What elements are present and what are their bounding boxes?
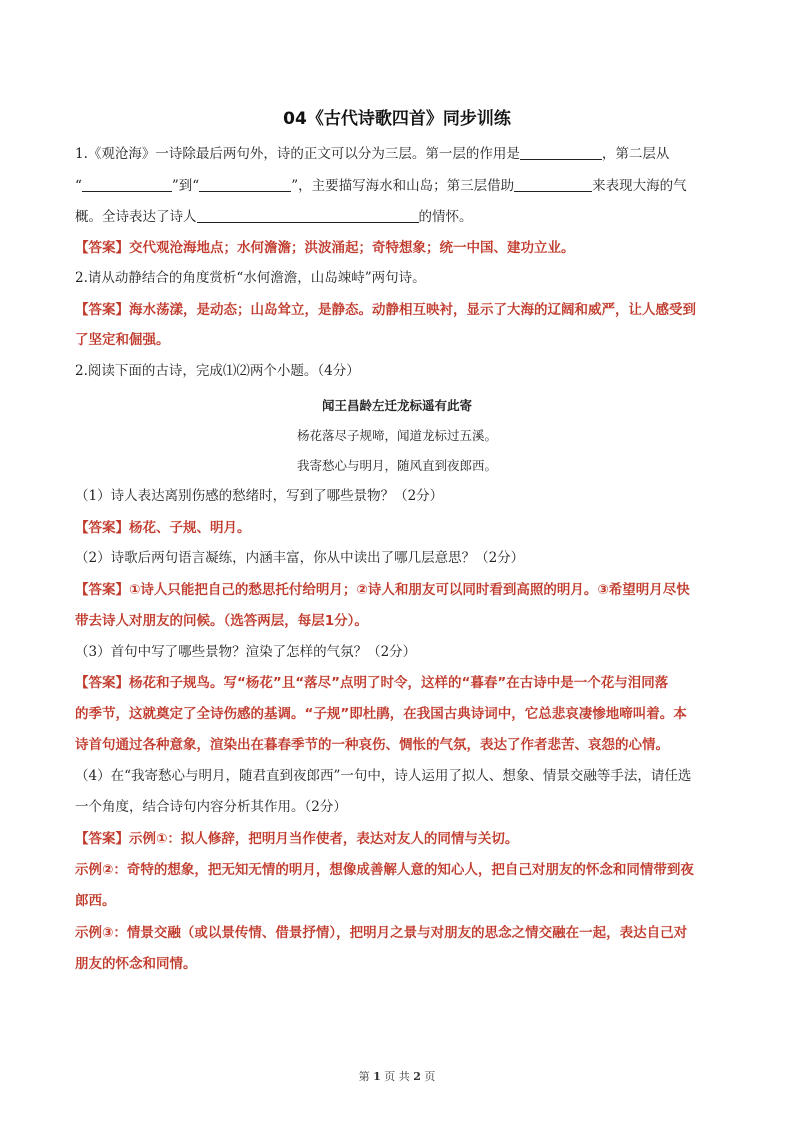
sub4-answer-ex2-line2	[75, 891, 116, 911]
answer-text: 示例②：奇特的想象，把无知无情的明月，想像成善解人意的知心人，把自己对朋友的怀念和同情带到夜	[75, 862, 694, 878]
q1-text: ”，主要描写海水和山岛；第三层借助	[291, 178, 515, 194]
answer-text: 交代观沧海地点；水何澹澹；洪波涌起；奇特想象；统一中国、建功立业。	[129, 240, 575, 256]
page-footer	[0, 1068, 794, 1084]
poem-title: 闻王昌龄左迁龙标遥有此寄	[321, 398, 472, 413]
answer-text: 海水荡漾，是动态；山岛耸立，是静态。动静相互映衬，显示了大海的辽阔和威严，让人感受到	[129, 302, 696, 318]
q1-line2	[75, 176, 687, 196]
answer-2-line1	[75, 300, 696, 320]
q1-text: 概。全诗表达了诗人	[75, 209, 197, 225]
footer-text: 页	[424, 1070, 436, 1083]
footer-text: 页 共	[384, 1070, 410, 1083]
q1-text: 1.《观沧海》一诗除最后两句外，诗的正文可以分为三层。第一层的作用是	[75, 146, 520, 162]
answer-text: 诗首句通过各种意象，渲染出在暮春季节的一种哀伤、惆怅的气氛，表达了作者悲苦、哀怨的心情。	[75, 737, 669, 753]
q1-line3	[75, 207, 473, 227]
sub4-answer-ex3-line2	[75, 954, 197, 974]
answer-text: ①诗人只能把自己的愁思托付给明月；②诗人和朋友可以同时看到高照的明月。③希望明月尽快	[129, 582, 690, 598]
sub1-answer	[75, 518, 251, 538]
answer-label: 【答案】	[75, 582, 129, 598]
sub3-question: （3）首句中写了哪些景物？渲染了怎样的气氛？（2分）	[75, 644, 417, 660]
answer-label: 【答案】	[75, 520, 129, 536]
q1-text: ，第二层从	[601, 146, 670, 162]
sub4-question-line1: （4）在“我寄愁心与明月，随君直到夜郎西”一句中，诗人运用了拟人、想象、情景交融等手法，请任选	[75, 768, 692, 784]
sub2-answer-line1	[75, 580, 690, 600]
answer-1	[75, 238, 575, 258]
answer-blank	[197, 207, 419, 223]
answer-2-line2	[75, 330, 170, 350]
q1-text: 来表现大海的气	[592, 178, 687, 194]
q1-text: ”到“	[171, 178, 200, 194]
answer-label: 【答案】	[75, 831, 129, 847]
sub3-answer-line1	[75, 673, 668, 693]
answer-text: 杨花和子规鸟。写“杨花”且“落尽”点明了时令，这样的“暮春”在古诗中是一个花与泪同落	[129, 675, 669, 691]
poem-line-2: 我寄愁心与明月，随风直到夜郎西。	[296, 458, 497, 473]
answer-text: 示例①：拟人修辞，把明月当作使者，表达对友人的同情与关切。	[129, 831, 519, 847]
sub1-question: （1）诗人表达离别伤感的愁绪时，写到了哪些景物？（2分）	[75, 488, 444, 504]
sub3-answer-line3	[75, 735, 669, 755]
poem-line-1: 杨花落尽子规啼，闻道龙标过五溪。	[296, 428, 497, 443]
q1-line1	[75, 144, 669, 164]
sub4-answer-ex2-line1	[75, 860, 694, 880]
q3-text: 2.阅读下面的古诗，完成⑴⑵两个小题。（4分）	[75, 363, 360, 379]
sub2-question: （2）诗歌后两句语言凝练，内涵丰富，你从中读出了哪几层意思？（2分）	[75, 550, 525, 566]
answer-label: 【答案】	[75, 302, 129, 318]
answer-text: 带去诗人对朋友的问候。（选答两层，每层1分）。	[75, 613, 368, 629]
sub2-answer-line2	[75, 611, 368, 631]
footer-text: 第	[358, 1070, 370, 1083]
answer-text: 杨花、子规、明月。	[129, 520, 251, 536]
q1-text: “	[75, 178, 82, 194]
current-page-number: 1	[373, 1070, 381, 1083]
sub4-answer-ex1	[75, 829, 518, 849]
answer-text: 朋友的怀念和同情。	[75, 956, 197, 972]
q1-text: 的情怀。	[418, 209, 473, 225]
sub4-answer-ex3-line1	[75, 923, 687, 943]
answer-blank	[514, 176, 592, 192]
page-title: 04《古代诗歌四首》同步训练	[283, 109, 511, 129]
answer-text: 的季节，这就奠定了全诗伤感的基调。“子规”即杜鹃，在我国古典诗词中，它总悲哀凄惨地啼叫着。本	[75, 706, 687, 722]
sub3-answer-line2	[75, 704, 687, 724]
answer-label: 【答案】	[75, 675, 129, 691]
answer-text: 了坚定和倔强。	[75, 332, 170, 348]
sub4-question-line2: 一个角度，结合诗句内容分析其作用。（2分）	[75, 799, 347, 815]
answer-blank	[199, 176, 291, 192]
answer-label: 【答案】	[75, 240, 129, 256]
answer-blank	[82, 176, 172, 192]
q2-text: 2.请从动静结合的角度赏析“水何澹澹，山岛竦峙”两句诗。	[75, 270, 426, 286]
answer-text: 郎西。	[75, 893, 116, 909]
answer-text: 示例③：情景交融（或以景传情、借景抒情），把明月之景与对朋友的思念之情交融在一起，表达自己对	[75, 925, 688, 941]
answer-blank	[520, 144, 602, 160]
total-page-number: 2	[413, 1070, 421, 1083]
